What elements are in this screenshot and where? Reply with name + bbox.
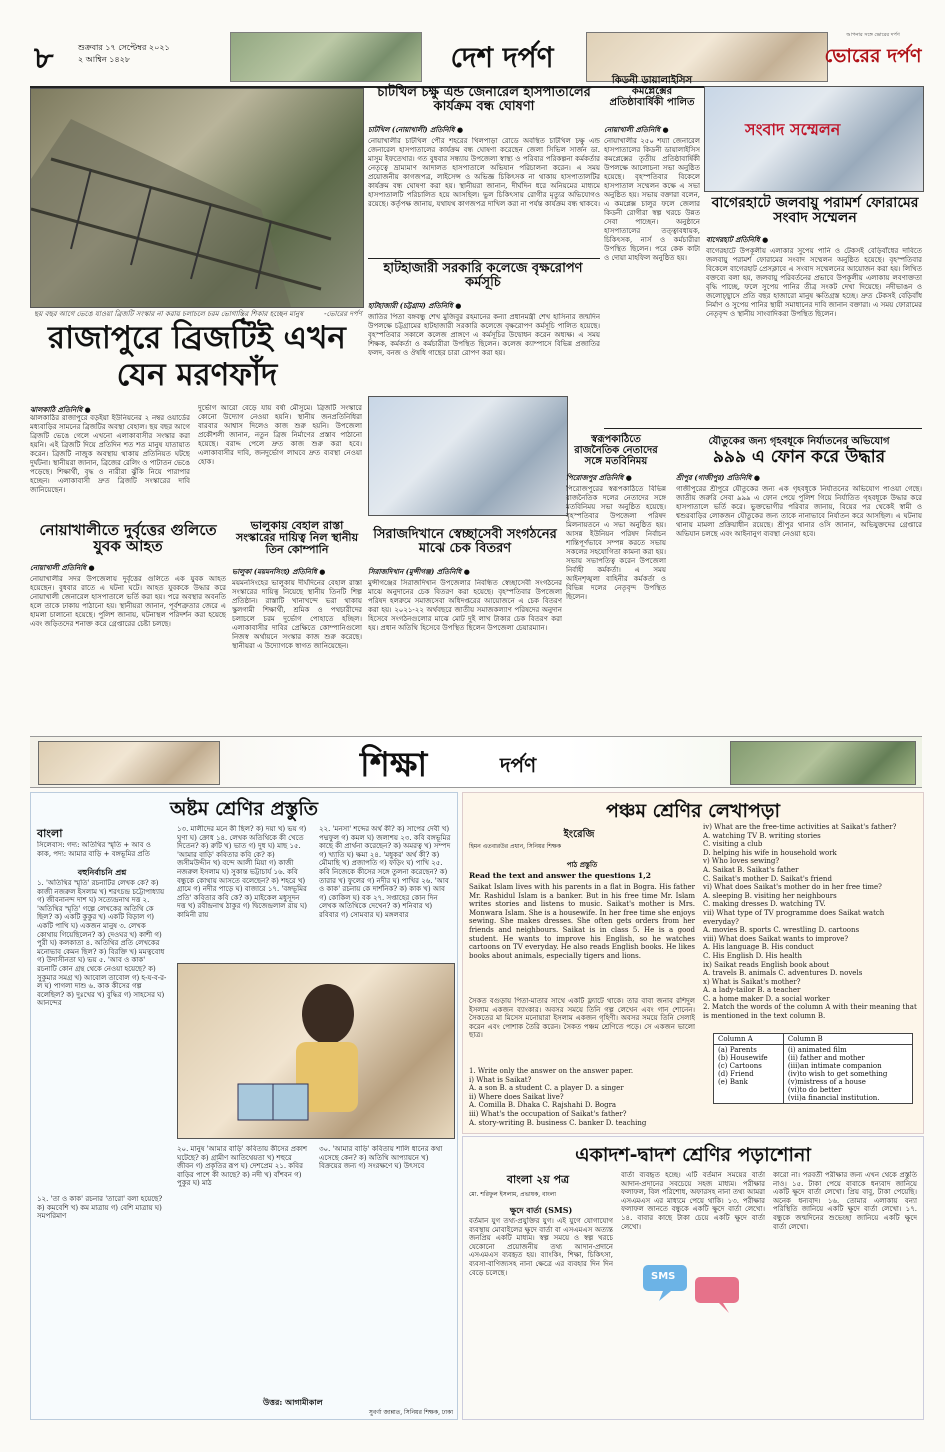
class5-questions (469, 1067, 695, 1127)
page-number: ৮ (34, 41, 54, 76)
kidney-body-wrap (604, 124, 700, 437)
class5-right-questions (703, 823, 919, 1021)
question-line: iv) What are the free-time activities at Saikat's father? (703, 823, 897, 831)
class8-col2: ১৩. মালীদের মনে কী ছিল? ক) দয়া খ) ভয় গ) ঘৃণা ঘ) ক্রোধ ১৪. লেখক অতিথিকে কী খেতে দিতেন? ক) রুটি খ) ভাত গ) দুধ ঘ) মাছ ১৫. 'আমার বাড়ি' কবিতার কবি কে? ক) জসীমউদ্দীন খ) বন্দে আলী মিয়া গ) কাজী নজরুল ইসলাম ঘ) সুকান্ত ভট্টাচার্য ১৬. কবি বন্ধুকে কোথায় আসতে বলেছেন? ক) শহরে খ) গ্রামে গ) নদীর পাড়ে ঘ) বাজারে ১৭. 'বঙ্গভূমির প্রতি' কবিতার কবি কে? ক) মাইকেল মধুসূদন দত্ত খ) রবীন্দ্রনাথ ঠাকুর গ) দ্বিজেন্দ্রলাল রায় ঘ) কামিনী রায় (177, 825, 307, 919)
table-cell-item: (vii)a financial institution. (787, 1094, 880, 1102)
question-line: A. sleeping B. visiting her neighbours (703, 891, 837, 900)
tree-body-wrap (368, 300, 600, 397)
table-cell-item: (a) Parents (718, 1046, 757, 1054)
climate-byline: বাগেরহাট প্রতিনিধি ● (706, 235, 769, 244)
question-line: iii) What's the occupation of Saikat's father? (469, 1109, 627, 1118)
class8-bottom-mid: ২০. মানুষ 'আমার বাড়ি' কবিতায় কীসের প্রকাশ ঘটেছে? ক) গ্রামীণ আতিথেয়তা খ) শহুরে জীবন গ) প্রকৃতির রূপ ঘ) দেশপ্রেম ২১. কবির বাড়ির পাশে কী আছে? ক) নদী খ) বাঁশবন গ) পুকুর ঘ) মাঠ (177, 1145, 308, 1188)
lead-byline: ঝালকাঠি প্রতিনিধি ● (30, 405, 91, 414)
political-kicker: স্বরূপকাঠিতে (591, 434, 641, 445)
class11-col1: বর্তমান যুগ তথ্য-প্রযুক্তির যুগ। এই যুগে যোগাযোগ ব্যবস্থায় মোবাইলের ক্ষুদে বার্তা বা এসএমএস অত্যন্ত জনপ্রিয় একটি মাধ্যম। স্বল্প সময়ে ও স্বল্প খরচে যেকোনো প্রয়োজনীয় তথ্য আদান-প্রদানে এসএমএস ব্যবহৃত হয়। ব্যাংকিং, শিক্ষা, চিকিৎসা, ব্যবসা-বাণিজ্যসহ নানা ক্ষেত্রে এর ব্যবহার দিন দিন বেড়ে চলেছে। (469, 1217, 613, 1277)
political-byline: পিরোজপুর প্রতিনিধি ● (566, 473, 632, 482)
class8-bottom-left: ১২. 'তা ও কাক' রচনার 'তারো' বলা হয়েছে? ক) কমবেশি খ) কম মাত্রায় গ) বেশি মাত্রায় ঘ) সমপরিমাণ (37, 1195, 163, 1221)
class11-col2: বার্তা ব্যবহৃত হচ্ছে। এটি বর্তমান সময়ের বার্তা আদান-প্রদানের সবচেয়ে সহজ মাধ্যম। পরীক্ষার ফলাফল, বিল পরিশোধ, অফারসহ নানা তথ্য আমরা এসএমএস এর মাধ্যমে পেয়ে থাকি। ১৩. পরীক্ষার ফলাফল জানতে বন্ধুকে একটি ক্ষুদে বার্তা লেখো। ১৪. বাবার কাছে টাকা চেয়ে একটি ক্ষুদে বার্তা লেখো। (621, 1171, 765, 1231)
banner-image-right (730, 741, 916, 785)
class8-syllabus: সিলেবাস: গদ্য: অতিথির স্মৃতি + আব ও কাক, পদ্য: আমার বাড়ি + বঙ্গভূমির প্রতি (37, 841, 151, 858)
story-999-headline: ৯৯৯ এ ফোন করে উদ্ধার (712, 447, 886, 467)
class5-instruction: Read the text and answer the questions 1,2 (469, 871, 651, 880)
education-banner-title: শিক্ষা (360, 745, 428, 785)
kidney-byline: নোয়াখালী প্রতিনিধি ● (604, 125, 669, 134)
class8-col3: ২২. 'মনসা' শব্দের অর্থ কী? ক) সাপের দেবী খ) পদ্মফুল গ) কমল ঘ) জলাশয় ২৩. কবি বঙ্গভূমির কাছে কী প্রার্থনা করেছেন? ক) অমরত্ব খ) সম্পদ গ) খ্যাতি ঘ) ক্ষমা ২৪. 'মধুকর' অর্থ কী? ক) মৌমাছি খ) প্রজাপতি গ) ফড়িং ঘ) পাখি ২৫. কবি নিজেকে কীসের সঙ্গে তুলনা করেছেন? ক) তারার খ) ফুলের গ) নদীর ঘ) পাখির ২৬. 'আব ও কাক' রচনায় কে দার্শনিক? ক) কাক খ) আব গ) কোকিল ঘ) বক ২৭. সপ্তাহের কোন দিন লেখক অতিথিকে দেখেন? ক) শনিবার খ) রবিবার গ) সোমবার ঘ) মঙ্গলবার (319, 825, 451, 919)
bridge-illustration (31, 89, 363, 307)
class5-bangla-note: সৈকত বগুড়ায় পিতা-মাতার সাথে একটি ফ্ল্যাটে থাকে। তার বাবা জনাব রশিদুল ইসলাম একজন ব্যাংকার। অবসর সময়ে তিনি গল্প লেখেন এবং গান শোনেন। সৈকতের মা মিসেস মনোয়ারা ইসলাম একজন গৃহিণী। অবসর সময়ে তিনি সেলাই করেন এবং পোশাক তৈরি করেন। সৈকত পঞ্চম শ্রেণিতে পড়ে। সে একজন ভালো ছাত্র। (469, 997, 695, 1040)
political-headline: রাজনৈতিক নেতাদের সঙ্গে মতবিনিময় (574, 445, 658, 467)
table-cell-item: (e) Bank (718, 1078, 748, 1086)
class8-answer-label: উত্তর: আগামীকাল (263, 1397, 323, 1407)
tree-headline: হাটহাজারী সরকারি কলেজে বৃক্ষরোপণ কর্মসূচি (383, 261, 583, 291)
date-line-2: ২ আশ্বিন ১৪২৮ (78, 55, 131, 64)
class5-lesson: পাঠ প্রস্তুতি (566, 860, 598, 869)
class5-title: পঞ্চম শ্রেণির লেখাপড়া (606, 800, 780, 822)
table-cell-item: (iv)to wish to get something (787, 1070, 888, 1078)
class11-col3: কারো না। পরবর্তী পরীক্ষার জন্য এখন থেকে প্রস্তুতি নাও। ১৫. টাকা পেয়ে বাবাকে ধন্যবাদ জানিয়ে একটি ক্ষুদে বার্তা লেখো। প্রিয় বাবু, টাকা পেয়েছি। অনেক ধন্যবাদ। ১৬. তোমার এলাকায় বন্যা পরিস্থিতি জানিয়ে একটি ক্ষুদে বার্তা লেখো। ১৭. বন্ধুকে জন্মদিনের শুভেচ্ছা জানিয়ে একটি ক্ষুদে বার্তা লেখো। (773, 1171, 917, 1231)
lead-body-col2: দুর্ভোগ আরো বেড়ে যায় বর্ষা মৌসুমে। ব্রিজটি সংস্কারে কোনো উদ্যোগ নেওয়া হয়নি। স্থানীয় জনপ্রতিনিধিরা বারবার আশ্বাস দিলেও কাজ শুরু হয়নি। উপজেলা প্রকৌশলী জানান, নতুন ব্রিজ নির্মাণের প্রস্তাব পাঠানো হয়েছে। বরাদ্দ পেলে দ্রুত কাজ শুরু করা হবে। এলাকাবাসীর দাবি, জনদুর্ভোগ লাঘবে দ্রুত ব্যবস্থা নেওয়া হোক। (198, 404, 362, 466)
class8-author: সুবর্ণা জান্নাত, সিনিয়র শিক্ষক, ঢাকা (368, 1409, 453, 1416)
question-line: vi) What does Saikat's mother do in her free time? (703, 883, 882, 892)
question-line: D. helping his wife in household work (703, 848, 837, 857)
question-line: x) What is Saikat's mother? (703, 977, 801, 986)
question-line: C. making dresses D. watching TV. (703, 900, 826, 909)
tree-byline: হাটহাজারী (চট্টগ্রাম) প্রতিনিধি ● (368, 301, 462, 310)
paper-tagline: আপনার সঙ্গে ভোরের দর্পণ (846, 32, 900, 38)
question-line: A. a lady-tailor B. a teacher (703, 986, 801, 995)
question-line: ii) Where does Saikat live? (469, 1092, 564, 1101)
sirajdikhan-byline: সিরাজদিখান (মুন্সীগঞ্জ) প্রতিনিধি ● (368, 567, 470, 576)
climate-photo-banner: সংবাদ সম্মেলন (745, 120, 841, 139)
noakhali-byline: নোয়াখালী প্রতিনিধি ● (30, 563, 95, 572)
date-line-1: শুক্রবার ১৭ সেপ্টেম্বর ২০২১ (78, 43, 170, 52)
question-line: A. watching TV B. writing stories (703, 831, 821, 840)
climate-body: বাগেরহাটে উপকূলীয় এলাকার সুপেয় পানি ও টেকসই বেড়িবাঁধের দাবিতে জলবায়ু পরামর্শ ফোরামের সংবাদ সম্মেলন অনুষ্ঠিত হয়েছে। বৃহস্পতিবার বিকেলে বাগেরহাট প্রেসক্লাবে এ সংবাদ সম্মেলনের আয়োজন করা হয়। লিখিত বক্তব্যে বলা হয়, জলবায়ু পরিবর্তনের প্রভাবে উপকূলীয় এলাকায় লবণাক্ততা বৃদ্ধি পাচ্ছে, ফলে সুপেয় পানির তীব্র সংকট দেখা দিয়েছে। নদীভাঙন ও জলোচ্ছ্বাসে প্রতি বছর হাজারো মানুষ ক্ষতিগ্রস্ত হচ্ছে। দ্রুত টেকসই বেড়িবাঁধ নির্মাণ ও সুপেয় পানির স্থায়ী সমাধানের দাবি জানান বক্তারা। এ সময় ফোরামের নেতৃবৃন্দ ও স্থানীয় সাংবাদিকরা উপস্থিত ছিলেন। (706, 247, 922, 318)
question-line: 2. Match the words of the column A with their meaning that is mentioned in the text column B. (703, 1003, 917, 1021)
class8-title: অষ্টম শ্রেণির প্রস্তুতি (169, 798, 319, 820)
education-banner-title-2: দর্পণ (500, 753, 537, 777)
political-body: পিরোজপুরের স্বরূপকাঠিতে বিভিন্ন রাজনৈতিক দলের নেতাদের সঙ্গে মতবিনিময় সভা অনুষ্ঠিত হয়েছে। বৃহস্পতিবার উপজেলা পরিষদ মিলনায়তনে এ সভা অনুষ্ঠিত হয়। আসন্ন ইউনিয়ন পরিষদ নির্বাচন শান্তিপূর্ণভাবে সম্পন্ন করতে সভায় সকলের সহযোগিতা কামনা করা হয়। সভায় সভাপতিত্ব করেন উপজেলা নির্বাহী কর্মকর্তা। এ সময় আইনশৃঙ্খলা বাহিনীর কর্মকর্তা ও বিভিন্ন দলের নেতৃবৃন্দ উপস্থিত ছিলেন। (566, 485, 666, 601)
kidney-body: নোয়াখালীর ২৫০ শয্যা জেনারেল হাসপাতালের কিডনী ডায়ালাইসিস কমপ্লেক্সের তৃতীয় প্রতিষ্ঠাবার্ষিকী উপলক্ষে আলোচনা সভা অনুষ্ঠিত হয়েছে। বৃহস্পতিবার বিকেলে হাসপাতাল সম্মেলন কক্ষে এ সভা অনুষ্ঠিত হয়। সভায় বক্তারা বলেন, এ কমপ্লেক্স চালুর ফলে জেলার কিডনী রোগীরা স্বল্প খরচে উন্নত সেবা পাচ্ছেন। অনুষ্ঠানে হাসপাতালের তত্ত্বাবধায়ক, চিকিৎসক, নার্স ও কর্মচারীরা উপস্থিত ছিলেন। পরে কেক কাটা ও দোয়া মাহফিল অনুষ্ঠিত হয়। (604, 137, 700, 262)
class8-subject: বাংলা (37, 827, 63, 840)
class11-subject: বাংলা ২য় পত্র (506, 1173, 570, 1186)
column-b-header: Column B (783, 1034, 912, 1045)
divider (368, 258, 600, 259)
table-cell-item: (d) Friend (718, 1070, 754, 1078)
class8-section (30, 792, 458, 1420)
question-line: viii) What does Saikat wants to improve? (703, 934, 849, 943)
column-b-cell (783, 1045, 912, 1104)
bhaluka-body: ময়মনসিংহের ভালুকায় দীর্ঘদিনের বেহাল রাস্তা সংস্কারের দায়িত্ব নিয়েছে স্থানীয় তিনটি শিল্প প্রতিষ্ঠান। রাস্তাটি খানাখন্দে ভরা থাকায় স্কুলগামী শিক্ষার্থী, শ্রমিক ও পথচারীদের চলাচলে চরম দুর্ভোগ পোহাতে হচ্ছিল। এলাকাবাসীর দাবির প্রেক্ষিতে কোম্পানিগুলো নিজস্ব অর্থায়নে সংস্কার কাজ শুরু করেছে। স্থানীয়রা এ উদ্যোগকে স্বাগত জানিয়েছেন। (232, 579, 362, 650)
class5-section (462, 792, 924, 1134)
hospital-headline: চাটখিল চক্ষু এন্ড জেনারেল হাসপাতালের কার্যক্রম বন্ধ ঘোষণা (377, 85, 591, 115)
table-cell-item: (ii) father and mother (787, 1054, 865, 1062)
girl-reading-illustration (178, 964, 454, 1138)
class5-subject: ইংরেজি (563, 829, 595, 840)
story-999-body: গাজীপুরের শ্রীপুরে যৌতুকের জন্য এক গৃহবধূকে নির্যাতনের অভিযোগ পাওয়া গেছে। জাতীয় জরুরি সেবা ৯৯৯ এ ফোন পেয়ে পুলিশ গিয়ে নির্যাতিত গৃহবধূকে উদ্ধার করে হাসপাতালে ভর্তি করে। ভুক্তভোগীর পরিবার জানায়, বিয়ের পর থেকেই স্বামী ও শ্বশুরবাড়ির লোকজন যৌতুকের জন্য তাকে নানাভাবে নির্যাতন করে আসছিল। এ ঘটনায় থানায় মামলা প্রক্রিয়াধীন রয়েছে। শ্রীপুর থানার ওসি জানান, অভিযুক্তদের গ্রেপ্তারে অভিযান চলছে এবং আইনানুগ ব্যবস্থা নেওয়া হবে। (676, 485, 922, 538)
class11-topic: ক্ষুদে বার্তা (SMS) (509, 1205, 573, 1215)
political-body-wrap (566, 472, 666, 735)
class5-author: হিমন এতবারউর প্রধান, সিনিয়র শিক্ষক (469, 843, 562, 850)
climate-photo (704, 86, 924, 192)
column-a-header: Column A (714, 1034, 784, 1045)
table-cell-item: (iii)an intimate companion (787, 1062, 882, 1070)
lead-photo (30, 88, 364, 308)
noakhali-body-wrap (30, 562, 226, 735)
masthead (30, 28, 922, 88)
divider (604, 428, 922, 429)
table-cell-item: (vi)to do better (787, 1086, 842, 1094)
noakhali-headline: নোয়াখালীতে দুর্বৃত্তের গুলিতে যুবক আহত (39, 521, 217, 556)
paper-name: ভোরের দর্পণ (824, 45, 922, 67)
column-a-cell (714, 1045, 784, 1104)
class11-section (462, 1136, 924, 1420)
lead-photo-caption: ছয় বছর আগে ভেঙে যাওয়া ব্রিজটি সংস্কার না করায় চলাচলে চরম ভোগান্তির শিকার হচ্ছেন মানুষ (34, 310, 304, 318)
table-cell-item: (i) animated film (787, 1046, 847, 1054)
class5-passage: Saikat Islam lives with his parents in a flat in Bogra. His father Mr. Rashidul Islam is a banker. But in his free time Mr. Islam writes stories and listens to music. Saikat's mother is Mrs. Monwara Islam. She is a housewife. In her free time she enjoys sewing. She makes dresses. She often gets orders from her friends and neighbours. Saikat is in class 5. He is a good student. He wants to improve his English, so he watches cartoons on TV everyday. He also reads English books. He likes books about animals, especially tigers and lions. (469, 883, 695, 960)
kidney-headline: কিডনী ডায়ালাইসিস কমপ্লেক্সের প্রতিষ্ঠাবার্ষিকী পালিত (609, 75, 695, 108)
story-999-body-wrap (676, 472, 922, 735)
climate-body-wrap (706, 234, 922, 427)
tree-photo (368, 396, 568, 516)
banner-image-left (38, 741, 220, 785)
sirajdikhan-body-wrap (368, 566, 562, 735)
class5-match-table (713, 1033, 913, 1104)
class8-bottom-right: ৩০. 'আমার বাড়ি' কবিতায় শালি ধানের কথা এসেছে কেন? ক) অতিথি আপ্যায়নে খ) বিক্রয়ের জন্য গ) সংরক্ষণে ঘ) উৎসবে (319, 1145, 443, 1171)
question-line: A. Comilla B. Dhaka C. Rajshahi D. Bogra (469, 1101, 617, 1110)
table-cell-item: (c) Cartoons (718, 1062, 762, 1070)
sms-illustration (633, 1255, 753, 1325)
question-line: A. travels B. animals C. adventures D. novels (703, 969, 863, 978)
question-line: A. His language B. His conduct (703, 943, 814, 952)
education-banner (30, 736, 922, 788)
lead-photo-credit: -ভোরের দর্পণ (324, 310, 362, 318)
noakhali-body: নোয়াখালীর সদর উপজেলায় দুর্বৃত্তের গুলিতে এক যুবক আহত হয়েছেন। বুধবার রাতে এ ঘটনা ঘটে। আহত যুবককে উদ্ধার করে নোয়াখালী জেনারেল হাসপাতালে ভর্তি করা হয়। পরে অবস্থার অবনতি হলে তাকে ঢাকায় পাঠানো হয়। স্থানীয়রা জানান, পূর্বশত্রুতার জেরে এ হামলা চালানো হয়েছে। পুলিশ জানায়, ঘটনাস্থল পরিদর্শন করা হয়েছে এবং জড়িতদের শনাক্ত করে গ্রেপ্তারের চেষ্টা চলছে। (30, 575, 226, 628)
question-line: C. a home maker D. a social worker (703, 994, 830, 1003)
tree-body: জাতির পিতা বঙ্গবন্ধু শেখ মুজিবুর রহমানের কন্যা প্রধানমন্ত্রী শেখ হাসিনার জন্মদিন উপলক্ষে চট্টগ্রামের হাটহাজারী সরকারি কলেজে বৃক্ষরোপণ কর্মসূচি পালিত হয়েছে। বৃহস্পতিবার সকালে কলেজ প্রাঙ্গণে এ কর্মসূচির উদ্বোধন করেন অধ্যক্ষ। এ সময় শিক্ষক, কর্মকর্তা ও কর্মচারীরা উপস্থিত ছিলেন। কলেজ ক্যাম্পাসে বিভিন্ন প্রজাতির ফলদ, বনজ ও ঔষধি গাছের চারা রোপণ করা হয়। (368, 313, 600, 357)
question-line: 1. Write only the answer on the answer paper. (469, 1067, 634, 1075)
question-line: A. Saikat B. Saikat's father (703, 865, 799, 874)
table-cell-item: (v)mistress of a house (787, 1078, 866, 1086)
hospital-body: নোয়াখালীর চাটখিল পৌর শহরের খিলপাড়া রোডে অবস্থিত চাটখিল চক্ষু এন্ড জেনারেল হাসপাতালের কার্যক্রম বন্ধ ঘোষণা করেছেন জেলা সিভিল সার্জন ডা. মাসুম ইফতেখার। গত বুধবার সন্ধ্যায় উপজেলা স্বাস্থ্য ও পরিবার পরিকল্পনা কর্মকর্তার নেতৃত্বে ভ্রাম্যমাণ আদালত হাসপাতালে অভিযান পরিচালনা করেন। এ সময় প্রয়োজনীয় কাগজপত্র, লাইসেন্স ও অভিজ্ঞ চিকিৎসক না থাকায় হাসপাতালটির কার্যক্রম বন্ধ ঘোষণা করা হয়। স্থানীয়রা জানান, দীর্ঘদিন ধরে অনিয়মের মাধ্যমে হাসপাতালটি পরিচালিত হয়ে আসছিল। ভুল চিকিৎসায় রোগীর মৃত্যুর অভিযোগও রয়েছে। কর্তৃপক্ষ জানায়, যথাযথ কাগজপত্র দাখিল করা না পর্যন্ত কার্যক্রম বন্ধ থাকবে। (368, 137, 600, 208)
bhaluka-byline: ভালুকা (ময়মনসিংহ) প্রতিনিধি ● (232, 567, 326, 576)
hospital-byline: চাটখিল (নোয়াখালী) প্রতিনিধি ● (368, 125, 464, 134)
lead-headline: রাজাপুরে ব্রিজটিই এখন যেন মরণফাঁদ (48, 320, 346, 393)
class11-title: একাদশ-দ্বাদশ শ্রেণির পড়াশোনা (575, 1144, 811, 1166)
table-cell-item: (b) Housewife (718, 1054, 768, 1062)
question-line: A. movies B. sports C. wrestling D. cartoons (703, 926, 860, 935)
sms-label: SMS (651, 1271, 676, 1282)
question-line: i) What is Saikat? (469, 1075, 532, 1084)
question-line: vii) What type of TV programme does Saikat watch everyday? (703, 908, 885, 926)
class11-author: মো. শরিফুল ইসলাম, প্রভাষক, বাংলা (469, 1191, 556, 1198)
story-999-kicker: যৌতুকের জন্য গৃহবধূকে নির্যাতনের অভিযোগ (708, 436, 890, 447)
sms-icon (633, 1255, 753, 1325)
class8-illustration (177, 963, 455, 1139)
bhaluka-headline: ভালুকায় বেহাল রাস্তা সংস্কারের দায়িত্ব নিল স্থানীয় তিন কোম্পানি (235, 519, 359, 556)
question-line: ix) Saikat reads English book about (703, 960, 830, 969)
question-line: C. His English D. His health (703, 951, 802, 960)
question-line: v) Who loves sewing? (703, 857, 780, 866)
question-line: A. story-writing B. business C. banker D. teaching (469, 1118, 647, 1127)
sirajdikhan-headline: সিরাজদিখানে স্বেচ্ছাসেবী সংগঠনের মাঝে চেক বিতরণ (373, 527, 557, 557)
masthead-image-left (230, 32, 422, 82)
class8-col1: ১. 'অতিথির স্মৃতি' রচনাটির লেখক কে? ক) কাজী নজরুল ইসলাম খ) শরৎচন্দ্র চট্টোপাধ্যায় গ) জীবনানন্দ দাশ ঘ) সত্যেন্দ্রনাথ দত্ত ২. 'অতিথির স্মৃতি' গল্পে লেখকের অতিথি কে ছিল? ক) একটি কুকুর খ) একটি বিড়াল গ) একটি পাখি ঘ) একজন মানুষ ৩. লেখক কোথায় গিয়েছিলেন? ক) দেওঘর খ) কাশী গ) পুরী ঘ) কলকাতা ৪. অতিথির প্রতি লেখকের মনোভাব কেমন ছিল? ক) বিরক্তি খ) মমত্ববোধ গ) উদাসীনতা ঘ) ভয় ৫. 'আব ও কাক' রচনাটি কোন গ্রন্থ থেকে নেওয়া হয়েছে? ক) সুকুমার সমগ্র খ) আবোল তাবোল গ) হ-য-ব-র-ল ঘ) পাগলা দাশু ৬. কাক কীসের গল্প বলেছিল? ক) দুঃখের খ) বুদ্ধির গ) সাহসের ঘ) আনন্দের (37, 879, 167, 1008)
question-line: A. a son B. a student C. a player D. a singer (469, 1084, 624, 1093)
lead-body-col1: ঝালকাঠির রাজাপুরে বড়ইয়া ইউনিয়নের ২ নম্বর ওয়ার্ডের মধ্যবাড়ির সামনের ব্রিজটির অবস্থা বেহাল। ছয় বছর আগে ব্রিজটি ভেঙে গেলে এখনো এলাকাবাসীর সংস্কার করা হয়নি। এই ব্রিজটি দিয়ে প্রতিদিন শত শত মানুষ যাতায়াত করেন। ব্রিজটি নাজুক অবস্থায় থাকায় প্রতিনিয়ত ঘটছে দুর্ঘটনা। স্থানীয়রা জানান, ব্রিজের রেলিং ও পাটাতন ভেঙে পড়েছে। শিক্ষার্থী, বৃদ্ধ ও নারীরা ঝুঁকি নিয়ে পারাপার হচ্ছেন। এলাকাবাসী দ্রুত ব্রিজটি সংস্কারের দাবি জানিয়েছেন। (30, 414, 190, 494)
sirajdikhan-body: মুন্সীগঞ্জের সিরাজদিখান উপজেলার নিবন্ধিত স্বেচ্ছাসেবী সংগঠনের মাঝে অনুদানের চেক বিতরণ করা হয়েছে। বৃহস্পতিবার উপজেলা পরিষদ হলরুমে সমাজসেবা অধিদপ্তরের আয়োজনে এ চেক বিতরণ করা হয়। ২০২১-২২ অর্থবছরে জাতীয় সমাজকল্যাণ পরিষদের অনুদান হিসেবে সংগঠনগুলোর মাঝে মোট দুই লাখ টাকার চেক বিতরণ করা হয়। প্রধান অতিথি হিসেবে উপস্থিত ছিলেন উপজেলা চেয়ারম্যান। (368, 579, 562, 632)
story-999-byline: শ্রীপুর (গাজীপুর) প্রতিনিধি ● (676, 473, 760, 482)
class8-subhead: বহুনির্বাচনি প্রশ্ন (77, 867, 127, 877)
bhaluka-body-wrap (232, 566, 362, 729)
section-title: দেশ দর্পণ (450, 41, 554, 74)
climate-headline: বাগেরহাটে জলবায়ু পরামর্শ ফোরামের সংবাদ সম্মেলন (711, 195, 919, 227)
hospital-body-wrap (368, 124, 600, 263)
question-line: C. visiting a club (703, 840, 763, 849)
question-line: C. Saikat's mother D. Saikat's friend (703, 874, 832, 883)
